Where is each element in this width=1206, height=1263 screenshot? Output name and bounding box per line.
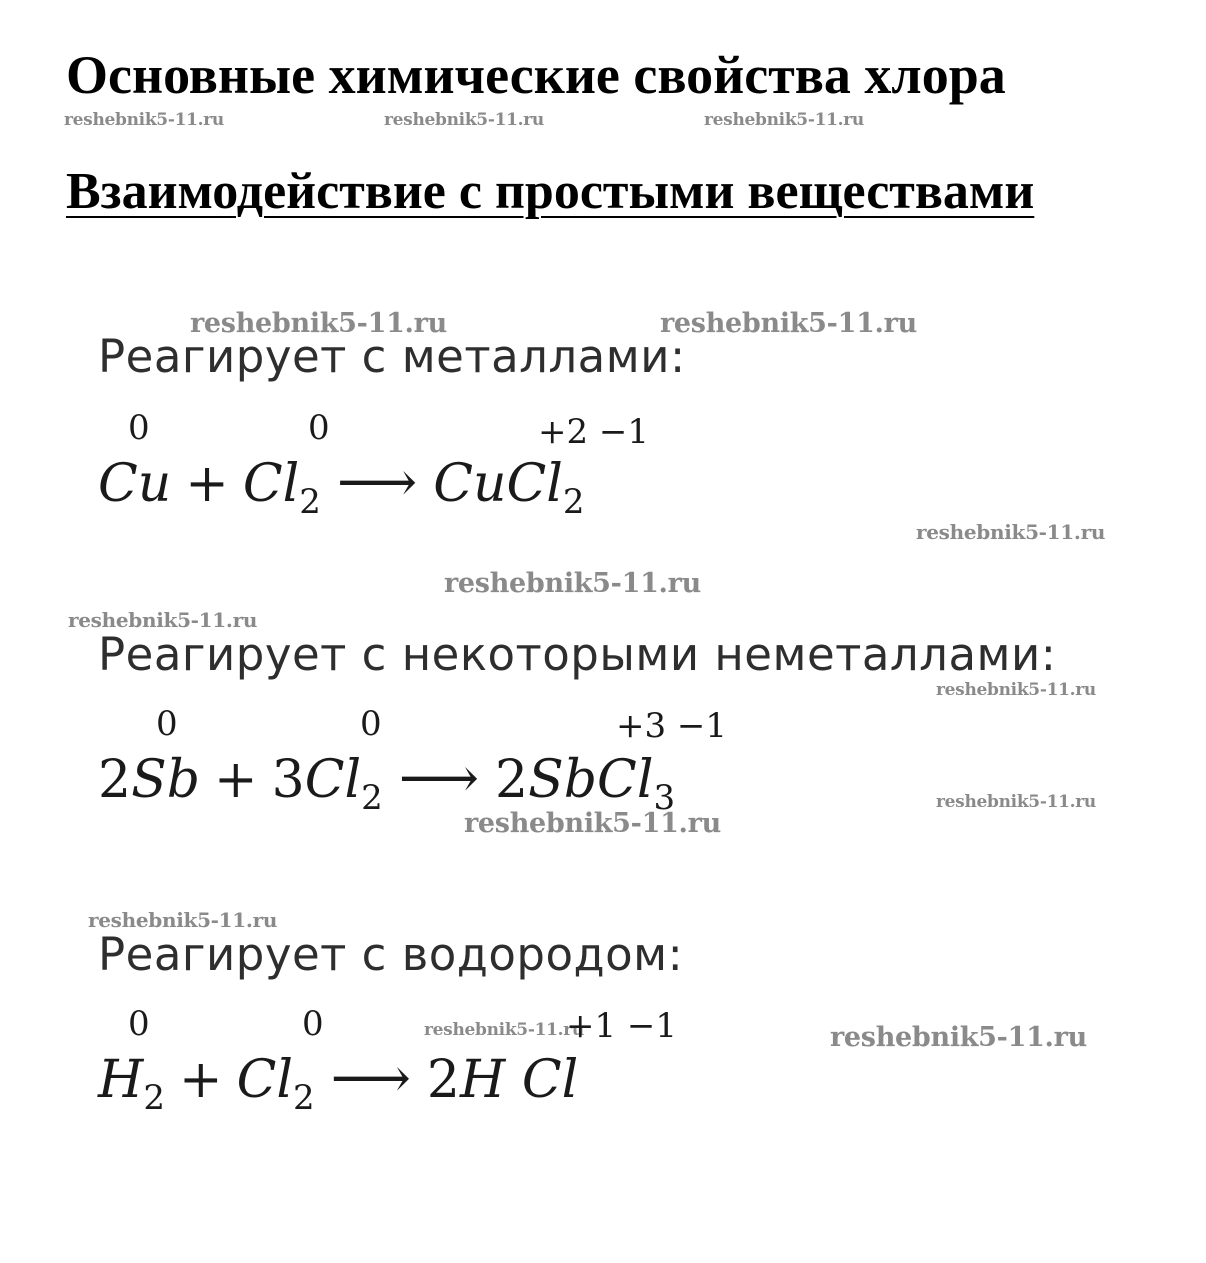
watermark: reshebnik5-11.ru <box>384 110 544 130</box>
oxidation-state: +1 −1 <box>566 1006 678 1046</box>
coefficient: 2 <box>495 750 529 810</box>
reactant: Sb <box>131 750 201 810</box>
reaction-arrow: ⟶ <box>330 1046 411 1111</box>
subscript: 2 <box>143 1078 165 1118</box>
oxidation-state: 0 <box>128 408 150 448</box>
oxidation-state: +3 −1 <box>616 706 728 746</box>
watermark: reshebnik5-11.ru <box>88 908 278 932</box>
reactant: Cl <box>236 1050 293 1110</box>
reactant: H <box>98 1050 144 1110</box>
subscript: 3 <box>653 778 676 818</box>
subscript: 2 <box>299 482 321 522</box>
watermark: reshebnik5-11.ru <box>704 110 864 130</box>
oxidation-state: 0 <box>302 1004 324 1044</box>
oxidation-state: 0 <box>308 408 330 448</box>
watermark: reshebnik5-11.ru <box>64 110 224 130</box>
reactant: Cu <box>98 454 172 514</box>
watermark: reshebnik5-11.ru <box>68 608 258 632</box>
reaction-label-metals: Реагирует с металлами: <box>98 330 686 383</box>
chemical-equation-hydrogen <box>98 1046 579 1118</box>
watermark: reshebnik5-11.ru <box>444 568 701 599</box>
watermark: reshebnik5-11.ru <box>660 308 917 339</box>
coefficient: 2 <box>98 750 132 810</box>
watermark: reshebnik5-11.ru <box>424 1020 584 1040</box>
subscript: 2 <box>562 482 585 522</box>
reactant: Cl <box>242 454 300 514</box>
coefficient: 3 <box>271 750 305 810</box>
coefficient: 2 <box>426 1050 461 1110</box>
watermark: reshebnik5-11.ru <box>830 1022 1087 1053</box>
oxidation-state: 0 <box>156 704 178 744</box>
plus-sign: + <box>214 750 258 810</box>
watermark: reshebnik5-11.ru <box>916 520 1106 544</box>
oxidation-state: 0 <box>360 704 382 744</box>
page-title: Основные химические свойства хлора <box>66 45 1006 105</box>
watermark: reshebnik5-11.ru <box>464 808 721 839</box>
subscript: 2 <box>293 1078 315 1118</box>
reaction-arrow: ⟶ <box>336 450 418 515</box>
reaction-label-hydrogen: Реагирует с водородом: <box>98 928 684 981</box>
reactant: Cl <box>304 750 362 810</box>
watermark: reshebnik5-11.ru <box>936 792 1096 812</box>
watermark: reshebnik5-11.ru <box>936 680 1096 700</box>
oxidation-state: +2 −1 <box>538 412 650 452</box>
oxidation-state: 0 <box>128 1004 150 1044</box>
reaction-arrow: ⟶ <box>398 746 480 811</box>
section-heading: Взаимодействие с простыми веществами <box>66 163 1035 220</box>
product: CuCl <box>433 454 563 514</box>
reaction-label-nonmetals: Реагирует с некоторыми неметаллами: <box>98 628 1057 681</box>
plus-sign: + <box>185 454 229 514</box>
plus-sign: + <box>179 1050 223 1110</box>
chemical-equation-copper <box>98 450 585 522</box>
chemical-equation-antimony <box>98 746 676 818</box>
product: H Cl <box>460 1050 579 1110</box>
watermark: reshebnik5-11.ru <box>190 308 447 339</box>
subscript: 2 <box>361 778 383 818</box>
product: SbCl <box>528 750 654 810</box>
